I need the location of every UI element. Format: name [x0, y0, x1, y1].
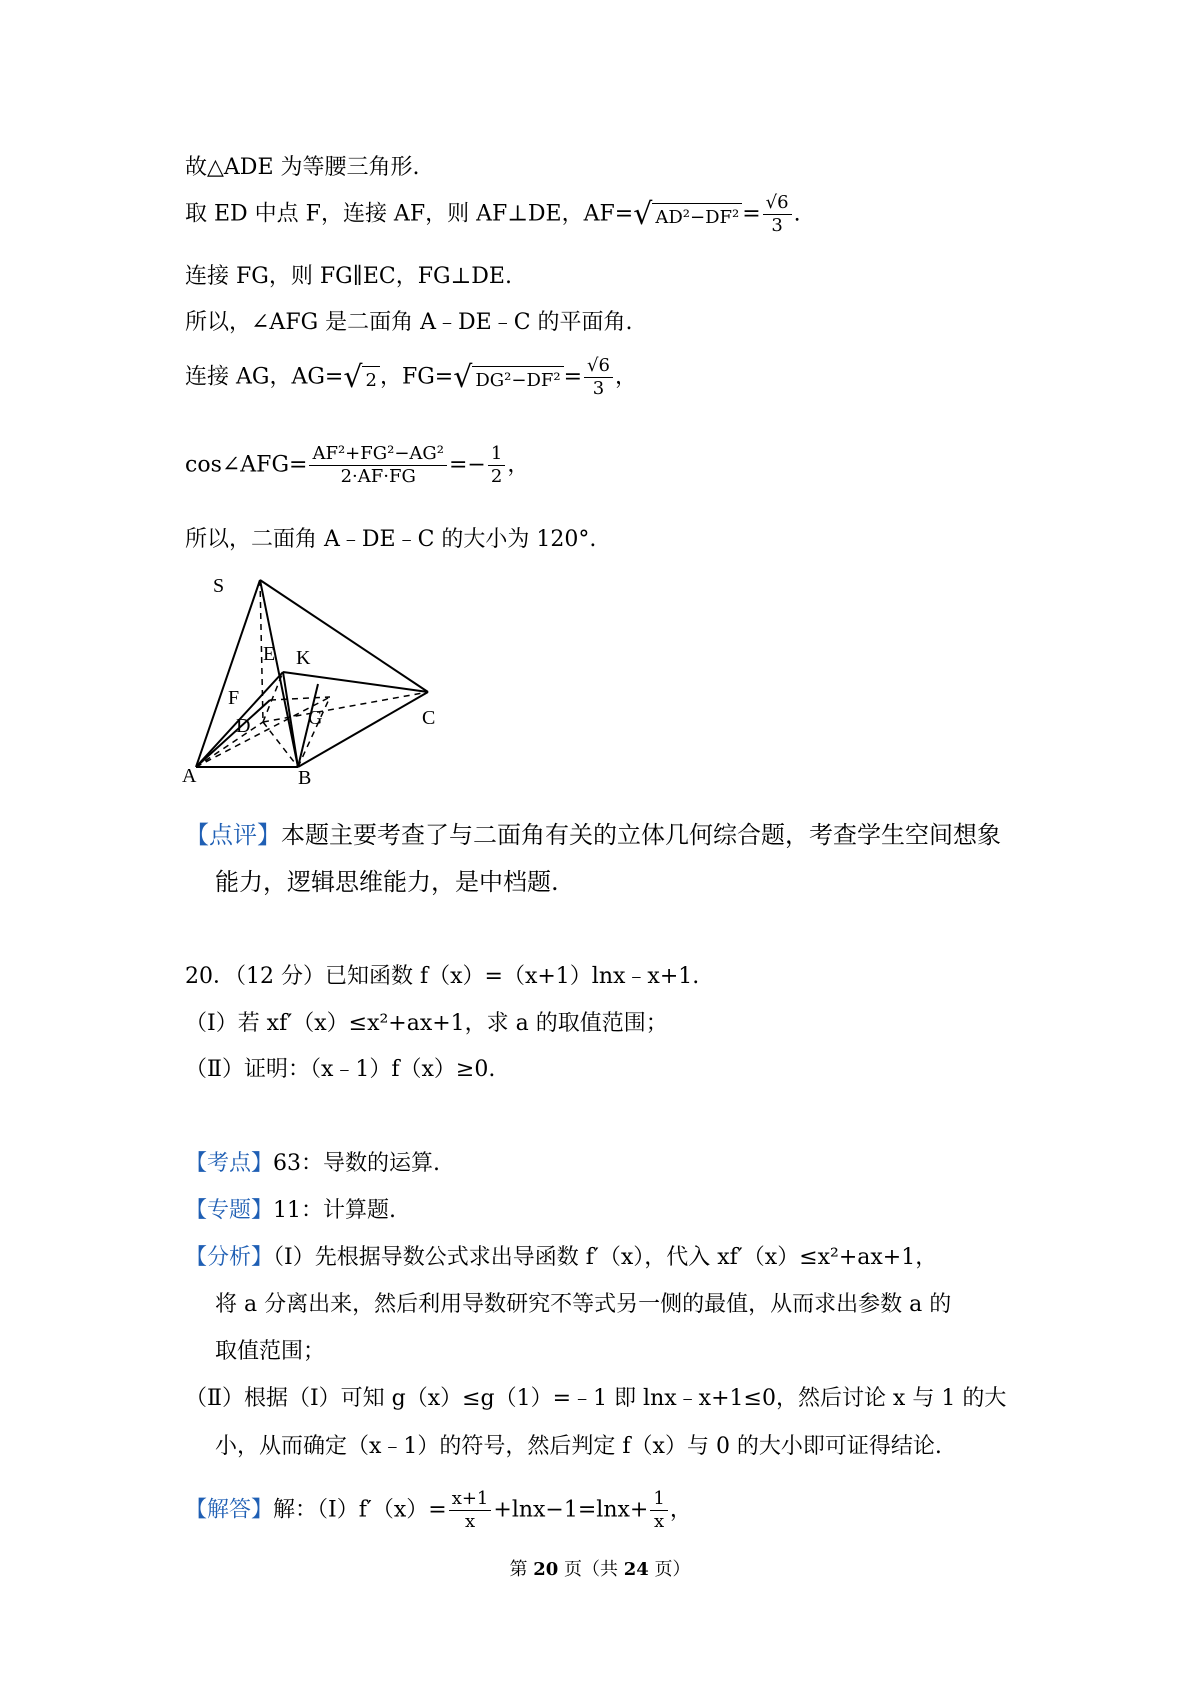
text-line-2 — [185, 192, 801, 237]
text-line-3: 连接 FG，则 FG∥EC，FG⊥DE. — [185, 264, 512, 289]
jieda-mid: +lnx−1=lnx+ — [493, 1497, 649, 1523]
period: . — [793, 201, 801, 227]
af-sqrt: √ AD²−DF² — [633, 200, 742, 230]
comment-line-2: 能力，逻辑思维能力，是中档题. — [215, 868, 559, 896]
edge-AD — [196, 722, 263, 767]
label-G: G — [308, 707, 323, 729]
fenxi-line-1 — [185, 1243, 937, 1273]
fenxi-text-1: （Ⅰ）先根据导数公式求出导函数 f′（x），代入 xf′（x）≤x²+ax+1， — [273, 1245, 938, 1270]
edge-DE — [263, 672, 283, 722]
af-text: 取 ED 中点 F，连接 AF，则 AF⊥DE，AF= — [185, 201, 634, 227]
text-line-7: 所以，二面角 A﹣DE﹣C 的大小为 120°. — [185, 527, 597, 552]
fg-text: ，FG= — [379, 364, 454, 390]
kaodian-tag: 【考点】 — [185, 1151, 274, 1176]
cos-fraction: $\frac{\text{AF²+FG²−AG²}}{2\cdot AF\cdot FG}$ — [309, 443, 447, 488]
label-D: D — [236, 715, 251, 737]
page-footer: 第 20 页（共 24 页） — [509, 1559, 691, 1580]
fenxi-line-3: 取值范围； — [215, 1339, 326, 1364]
fg-value-fraction: $\frac{√6}{3}$ — [584, 355, 613, 400]
comma: ， — [614, 364, 637, 390]
zhuanti-text: 11：计算题. — [273, 1198, 397, 1223]
label-S: S — [213, 575, 225, 597]
text-line-4: 所以，∠AFG 是二面角 A﹣DE﹣C 的平面角. — [185, 310, 633, 335]
fenxi-line-4: （Ⅱ）根据（Ⅰ）可知 g（x）≤g（1）=﹣1 即 lnx﹣x+1≤0，然后讨论 x 与 1 的大 — [185, 1386, 1007, 1411]
edge-EB — [283, 672, 298, 767]
problem-part-1: （Ⅰ）若 xf′（x）≤x²+ax+1，求 a 的取值范围； — [185, 1011, 668, 1036]
jieda-tag: 【解答】 — [185, 1497, 274, 1523]
fg-sqrt: √ DG²−DF² — [453, 363, 563, 393]
fenxi-line-5: 小，从而确定（x﹣1）的符号，然后判定 f（x）与 0 的大小即可证得结论. — [215, 1434, 942, 1459]
edge-EC — [283, 672, 428, 692]
ag-sqrt: √ 2 — [343, 363, 380, 393]
zhuanti-line — [185, 1196, 396, 1226]
ag-text: 连接 AG，AG= — [185, 364, 344, 390]
fenxi-tag: 【分析】 — [185, 1245, 274, 1270]
total-pages: 24 — [623, 1559, 649, 1580]
label-A: A — [182, 765, 197, 787]
kaodian-line — [185, 1149, 440, 1179]
jieda-fraction-1: $\frac{x+1}{x}$ — [449, 1488, 492, 1533]
cos-text: cos∠AFG= — [185, 452, 308, 478]
text-line-6 — [185, 443, 529, 488]
comment-text-1: 本题主要考查了与二面角有关的立体几何综合题，考查学生空间想象 — [281, 821, 1001, 849]
edge-FG — [270, 697, 330, 700]
af-value-fraction: $\frac{√6}{3}$ — [763, 192, 792, 237]
equals-minus: =− — [449, 452, 486, 478]
label-K: K — [296, 647, 311, 669]
jieda-line — [185, 1488, 692, 1533]
fenxi-line-2: 将 a 分离出来，然后利用导数研究不等式另一侧的最值，从而求出参数 a 的 — [215, 1292, 952, 1317]
half-fraction: $\frac{1}{2}$ — [488, 443, 505, 488]
label-F: F — [228, 687, 240, 709]
problem-part-2: （Ⅱ）证明：（x﹣1）f（x）≥0. — [185, 1057, 496, 1082]
equals: = — [742, 201, 761, 227]
jieda-fraction-2: $\frac{1}{x}$ — [650, 1488, 667, 1533]
problem-statement: 20．（12 分）已知函数 f（x）=（x+1）lnx﹣x+1. — [185, 964, 700, 989]
comma: ， — [507, 452, 530, 478]
edge-SC — [260, 580, 428, 692]
jieda-pre: 解：（Ⅰ） — [273, 1497, 359, 1523]
comment-tag: 【点评】 — [185, 821, 281, 849]
comment-line-1 — [185, 819, 1001, 851]
label-C: C — [422, 707, 436, 729]
text-line-1: 故△ADE 为等腰三角形. — [185, 155, 420, 180]
label-E: E — [263, 643, 276, 665]
equals: = — [563, 364, 583, 390]
pyramid-diagram — [178, 572, 458, 787]
fprime-text: f′（x）= — [358, 1497, 447, 1523]
current-page: 20 — [533, 1559, 559, 1580]
text-line-5 — [185, 355, 637, 400]
zhuanti-tag: 【专题】 — [185, 1198, 274, 1223]
comma: ， — [669, 1497, 692, 1523]
label-B: B — [298, 767, 312, 787]
kaodian-text: 63：导数的运算. — [273, 1151, 441, 1176]
